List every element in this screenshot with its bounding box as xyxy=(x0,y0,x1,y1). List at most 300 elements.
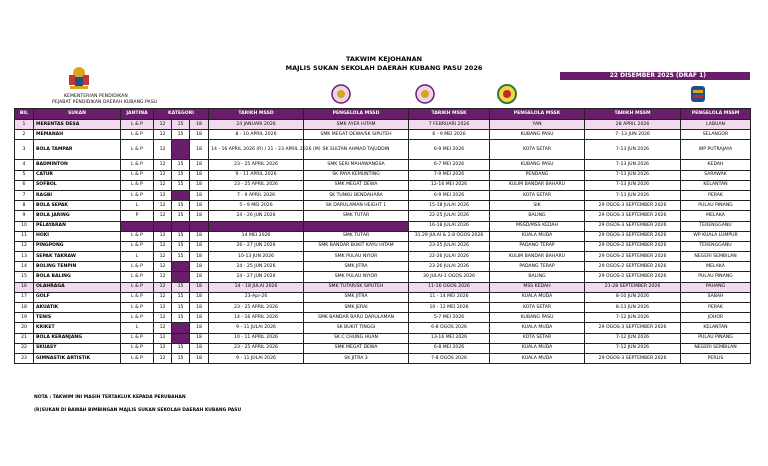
cell-sukan: PELAYARAN xyxy=(34,221,121,231)
cell-jantina: L & P xyxy=(121,241,154,251)
cell-tarikh-mssm: 29 OGOS-3 SEPTEMBER 2026 xyxy=(585,231,681,241)
cell-sukan: BOLA SEPAK xyxy=(34,201,121,211)
cell-sukan: BOLA TAMPAR xyxy=(34,140,121,160)
cell-k2: 15 xyxy=(172,211,190,221)
cell-k2: 15 xyxy=(172,130,190,140)
schedule-table xyxy=(14,108,751,364)
cell-k1: 12 xyxy=(154,272,172,282)
cell-tarikh-mssm: 29 OGOS-2 SEPTEMBER 2026 xyxy=(585,272,681,282)
cell-pengelola-mssd: SK BUKIT TINGGI xyxy=(304,323,409,333)
cell-bil: 21 xyxy=(15,333,34,343)
table-row xyxy=(15,323,751,333)
col-pengelola-mssd: PENGELOLA MSSD xyxy=(304,109,409,120)
cell-k1 xyxy=(154,221,172,231)
cell-pengelola-mssk: BALING xyxy=(490,211,585,221)
cell-tarikh-mssm: 29 OGOS-3 SEPTEMBER 2026 xyxy=(585,221,681,231)
note-text: NOTA : TAKWIM INI MASIH TERTAKLUK KEPADA PERUBAHAN xyxy=(34,395,186,400)
mssd-emblem-icon xyxy=(331,84,351,104)
cell-bil: 19 xyxy=(15,313,34,323)
cell-tarikh-mssk: 13-16 MEI 2026 xyxy=(409,333,490,343)
cell-k3: 18 xyxy=(190,282,209,292)
cell-pengelola-mssk: KUBANG PASU xyxy=(490,160,585,170)
cell-k2 xyxy=(172,323,190,333)
cell-pengelola-mssm: MELAKA xyxy=(681,211,751,221)
cell-k1: 12 xyxy=(154,343,172,353)
cell-k2: 15 xyxy=(172,313,190,323)
cell-jantina: L xyxy=(121,252,154,262)
table-row xyxy=(15,343,751,353)
cell-pengelola-mssd: SMK MEGAT DEWA/SK SIPUTEH xyxy=(304,130,409,140)
cell-pengelola-mssk: KUBANG PASU xyxy=(490,313,585,323)
cell-pengelola-mssk: YAN xyxy=(490,120,585,130)
note-guidance: (R)SUKAN DI BAWAH BIMBINGAN MAJLIS SUKAN SEKOLAH DAERAH KUBANG PASU xyxy=(34,408,242,413)
cell-tarikh-mssk: 15-18 JULAI 2026 xyxy=(409,201,490,211)
cell-tarikh-mssd: 14 - 16 APRIL 2026 (R) / 21 - 23 APRIL 2026 (M) xyxy=(209,140,304,160)
cell-tarikh-mssd: 9 - 11 JULAI 2026 xyxy=(209,323,304,333)
cell-tarikh-mssk: 30 JULAI-1 OGOS 2026 xyxy=(409,272,490,282)
cell-k3: 18 xyxy=(190,241,209,251)
cell-pengelola-mssk: BALING xyxy=(490,272,585,282)
cell-k1: 12 xyxy=(154,323,172,333)
cell-pengelola-mssd: SMK PULAU NYIOR xyxy=(304,272,409,282)
cell-k1: 12 xyxy=(154,333,172,343)
cell-tarikh-mssd: 26 - 27 JUN 2026 xyxy=(209,241,304,251)
kedah-emblem-icon xyxy=(497,84,517,104)
cell-pengelola-mssd: SMK AYER HITAM xyxy=(304,120,409,130)
cell-k2: 15 xyxy=(172,180,190,190)
cell-bil: 11 xyxy=(15,231,34,241)
cell-k2: 15 xyxy=(172,231,190,241)
cell-pengelola-mssd: SMK JITRA xyxy=(304,262,409,272)
cell-pengelola-mssm: JOHOR xyxy=(681,313,751,323)
cell-pengelola-mssk: KOTA SETAR xyxy=(490,333,585,343)
cell-pengelola-mssd: SMK MEGAT DEWA xyxy=(304,180,409,190)
cell-k1: 12 xyxy=(154,201,172,211)
cell-bil: 18 xyxy=(15,303,34,313)
cell-bil: 10 xyxy=(15,221,34,231)
col-pengelola-mssk: PENGELOLA MSSK xyxy=(490,109,585,120)
cell-pengelola-mssk: SIK xyxy=(490,201,585,211)
col-sukan: SUKAN xyxy=(34,109,121,120)
cell-tarikh-mssk: 6-8 OGOS 2026 xyxy=(409,323,490,333)
cell-jantina: L & P xyxy=(121,282,154,292)
cell-jantina: L & P xyxy=(121,231,154,241)
table-row xyxy=(15,333,751,343)
cell-k1: 12 xyxy=(154,160,172,170)
cell-tarikh-mssk: 6-9 MEI 2026 xyxy=(409,190,490,200)
cell-tarikh-mssd xyxy=(209,221,304,231)
cell-pengelola-mssd: SMK TUTAR xyxy=(304,211,409,221)
cell-k1: 12 xyxy=(154,252,172,262)
table-row xyxy=(15,180,751,190)
table-row xyxy=(15,160,751,170)
cell-pengelola-mssm: SELANGOR xyxy=(681,130,751,140)
cell-jantina: L & P xyxy=(121,180,154,190)
table-row xyxy=(15,252,751,262)
mssm-emblem-icon xyxy=(688,84,708,104)
table-row xyxy=(15,313,751,323)
cell-bil: 8 xyxy=(15,201,34,211)
table-row xyxy=(15,272,751,282)
cell-sukan: GOLF xyxy=(34,292,121,302)
cell-tarikh-mssd: 24 JANUARI 2026 xyxy=(209,120,304,130)
cell-pengelola-mssd: SMK PULAU NYIOR xyxy=(304,252,409,262)
cell-jantina xyxy=(121,221,154,231)
cell-pengelola-mssm: PERLIS xyxy=(681,353,751,363)
cell-pengelola-mssk: PENDANG xyxy=(490,170,585,180)
cell-k3: 18 xyxy=(190,211,209,221)
cell-pengelola-mssm: PULAU PINANG xyxy=(681,201,751,211)
cell-k1: 12 xyxy=(154,231,172,241)
cell-k2: 15 xyxy=(172,201,190,211)
cell-bil: 14 xyxy=(15,262,34,272)
cell-k1: 12 xyxy=(154,170,172,180)
cell-k3: 18 xyxy=(190,272,209,282)
cell-pengelola-mssm: TERENGGANU xyxy=(681,221,751,231)
cell-pengelola-mssk: MSSD/MSS KEDAH xyxy=(490,221,585,231)
cell-pengelola-mssm: LABUAN xyxy=(681,120,751,130)
cell-pengelola-mssd: SK TUNKU BENDAHARA xyxy=(304,190,409,200)
cell-tarikh-mssd: 14 - 18 JULAI 2026 xyxy=(209,282,304,292)
cell-tarikh-mssk: 11 - 14 MEI 2026 xyxy=(409,292,490,302)
cell-pengelola-mssk: KUALA MUDA xyxy=(490,343,585,353)
cell-k1: 12 xyxy=(154,190,172,200)
cell-k2: 15 xyxy=(172,353,190,363)
cell-pengelola-mssm: NEGERI SEMBILAN xyxy=(681,252,751,262)
cell-tarikh-mssd: 24 - 27 JUN 2026 xyxy=(209,272,304,282)
cell-bil: 23 xyxy=(15,353,34,363)
cell-k3: 18 xyxy=(190,333,209,343)
cell-pengelola-mssm: WP KUALA LUMPUR xyxy=(681,231,751,241)
cell-k1: 12 xyxy=(154,303,172,313)
cell-jantina: L & P xyxy=(121,292,154,302)
cell-tarikh-mssm: 7-12 JUN 2026 xyxy=(585,313,681,323)
cell-tarikh-mssk: 23-25 JULAI 2026 xyxy=(409,241,490,251)
cell-k3: 18 xyxy=(190,130,209,140)
cell-k2 xyxy=(172,190,190,200)
cell-pengelola-mssd: SK C CHUNG HUAN xyxy=(304,333,409,343)
cell-sukan: BOLA BALING xyxy=(34,272,121,282)
cell-jantina: P xyxy=(121,211,154,221)
cell-sukan: KRIKET xyxy=(34,323,121,333)
cell-pengelola-mssk: MSS KEDAH xyxy=(490,282,585,292)
cell-tarikh-mssd: 9 - 11 JULAI 2026 xyxy=(209,353,304,363)
cell-pengelola-mssm: PULAU PINANG xyxy=(681,272,751,282)
cell-k3: 18 xyxy=(190,252,209,262)
cell-k3: 18 xyxy=(190,120,209,130)
cell-sukan: BOLA JARING xyxy=(34,211,121,221)
cell-pengelola-mssk: KUALA MUDA xyxy=(490,323,585,333)
table-row xyxy=(15,211,751,221)
cell-k1: 12 xyxy=(154,262,172,272)
col-jantina: JANTINA xyxy=(121,109,154,120)
cell-tarikh-mssd: 7 - 9 APRIL 2026 xyxy=(209,190,304,200)
cell-k3: 18 xyxy=(190,201,209,211)
cell-k2: 15 xyxy=(172,241,190,251)
cell-tarikh-mssd: 10-13 JUN 2026 xyxy=(209,252,304,262)
cell-k3 xyxy=(190,221,209,231)
cell-k2: 15 xyxy=(172,282,190,292)
cell-tarikh-mssd: 23 - 25 APRIL 2026 xyxy=(209,180,304,190)
cell-tarikh-mssd: 5 - 9 MEI 2026 xyxy=(209,201,304,211)
cell-tarikh-mssd: 24 - 25 JUN 2026 xyxy=(209,262,304,272)
cell-k2 xyxy=(172,272,190,282)
cell-pengelola-mssd: SMK JERAI xyxy=(304,303,409,313)
cell-bil: 5 xyxy=(15,170,34,180)
cell-jantina: L & P xyxy=(121,262,154,272)
cell-pengelola-mssd: SMK TUTAR/SK SIPUTEH xyxy=(304,282,409,292)
table-row xyxy=(15,282,751,292)
cell-k3: 18 xyxy=(190,160,209,170)
cell-pengelola-mssk: KUALA MUDA xyxy=(490,231,585,241)
cell-pengelola-mssk: KOTA SETAR xyxy=(490,303,585,313)
cell-pengelola-mssk: KOTA SETAR xyxy=(490,190,585,200)
cell-jantina: L & P xyxy=(121,272,154,282)
cell-k3: 18 xyxy=(190,323,209,333)
cell-tarikh-mssm: 7-12 JUN 2026 xyxy=(585,333,681,343)
cell-k1: 12 xyxy=(154,140,172,160)
cell-tarikh-mssk: 10 - 12 MEI 2026 xyxy=(409,303,490,313)
page-subtitle: MAJLIS SUKAN SEKOLAH DAERAH KUBANG PASU 2026 xyxy=(285,64,483,72)
cell-k3: 18 xyxy=(190,180,209,190)
cell-k1: 12 xyxy=(154,130,172,140)
cell-sukan: PINGPONG xyxy=(34,241,121,251)
cell-bil: 22 xyxy=(15,343,34,353)
cell-jantina: L & P xyxy=(121,170,154,180)
cell-tarikh-mssm: 7-13 JUN 2026 xyxy=(585,190,681,200)
cell-k3: 18 xyxy=(190,303,209,313)
page-title: TAKWIM KEJOHANAN xyxy=(345,55,423,63)
cell-jantina: L & P xyxy=(121,120,154,130)
cell-tarikh-mssd: 10 - 11 APRIL 2026 xyxy=(209,333,304,343)
cell-pengelola-mssm: PAHANG xyxy=(681,282,751,292)
cell-jantina: L & P xyxy=(121,333,154,343)
col-tarikh-mssd: TARIKH MSSD xyxy=(209,109,304,120)
cell-pengelola-mssd: SK SULTAN AHMAD TAJUDDIN xyxy=(304,140,409,160)
cell-k3: 18 xyxy=(190,231,209,241)
cell-tarikh-mssk: 12-16 MEI 2026 xyxy=(409,180,490,190)
cell-jantina: L xyxy=(121,323,154,333)
cell-sukan: MEMANAH xyxy=(34,130,121,140)
cell-tarikh-mssk: 16-18 JULAI 2026 xyxy=(409,221,490,231)
col-pengelola-mssm: PENGELOLA MSSM xyxy=(681,109,751,120)
cell-k1: 12 xyxy=(154,211,172,221)
cell-tarikh-mssk: 22-25 JULAI 2026 xyxy=(409,211,490,221)
cell-tarikh-mssk: 6-7 MEI 2026 xyxy=(409,160,490,170)
cell-sukan: CATUR xyxy=(34,170,121,180)
cell-tarikh-mssk: 31.29 JULAI & 2.8 OGOS 2026 xyxy=(409,231,490,241)
cell-tarikh-mssk: 7-9 MEI 2026 xyxy=(409,170,490,180)
cell-tarikh-mssd: 23 - 25 APRIL 2026 xyxy=(209,303,304,313)
cell-k3: 18 xyxy=(190,343,209,353)
cell-k1: 12 xyxy=(154,120,172,130)
cell-pengelola-mssk: KUALA MUDA xyxy=(490,292,585,302)
cell-pengelola-mssm: WP PUTRAJAYA xyxy=(681,140,751,160)
cell-tarikh-mssk: 7 FEBRUARI 2026 xyxy=(409,120,490,130)
cell-sukan: GIMNASTIK ARTISTIK xyxy=(34,353,121,363)
cell-pengelola-mssk: KUBANG PASU xyxy=(490,130,585,140)
cell-k2 xyxy=(172,140,190,160)
cell-sukan: OLAHRAGA xyxy=(34,282,121,292)
cell-tarikh-mssk: 23-26 JULAI 2026 xyxy=(409,262,490,272)
cell-bil: 13 xyxy=(15,252,34,262)
cell-tarikh-mssk: 22-26 JULAI 2026 xyxy=(409,252,490,262)
table-row xyxy=(15,190,751,200)
cell-pengelola-mssm: MELAKA xyxy=(681,262,751,272)
ministry-line2: PEJABAT PENDIDIKAN DAERAH KUBANG PASU xyxy=(52,100,158,105)
cell-k2: 15 xyxy=(172,120,190,130)
cell-k2: 15 xyxy=(172,252,190,262)
cell-tarikh-mssm: 7-13 JUN 2026 xyxy=(585,170,681,180)
cell-k3: 18 xyxy=(190,313,209,323)
cell-tarikh-mssm: 8-13 JUN 2026 xyxy=(585,303,681,313)
cell-tarikh-mssm: 29 OGOS-3 SEPTEMBER 2026 xyxy=(585,201,681,211)
cell-tarikh-mssm: 29 OGOS-3 SEPTEMBER 2026 xyxy=(585,323,681,333)
cell-pengelola-mssk: KULIM BANDAR BAHARU xyxy=(490,252,585,262)
cell-pengelola-mssd: SMK TUTAR xyxy=(304,231,409,241)
cell-tarikh-mssd: 14 - 16 APRIL 2026 xyxy=(209,313,304,323)
cell-tarikh-mssd: 9 - 11 APRIL 2026 xyxy=(209,170,304,180)
table-row xyxy=(15,303,751,313)
cell-tarikh-mssk: 6-9 MEI 2026 xyxy=(409,140,490,160)
cell-tarikh-mssm: 8-10 JUN 2026 xyxy=(585,292,681,302)
cell-pengelola-mssd xyxy=(304,221,409,231)
table-row xyxy=(15,201,751,211)
cell-tarikh-mssk: 6 - 9 MEI 2026 xyxy=(409,130,490,140)
cell-tarikh-mssd: 23 - 25 APRIL 2026 xyxy=(209,160,304,170)
cell-jantina: L & P xyxy=(121,343,154,353)
cell-jantina: L & P xyxy=(121,313,154,323)
cell-tarikh-mssm: 7- 13 JUN 2026 xyxy=(585,130,681,140)
cell-k2: 15 xyxy=(172,160,190,170)
cell-k2 xyxy=(172,262,190,272)
cell-k1: 12 xyxy=(154,282,172,292)
cell-sukan: AKUATIK xyxy=(34,303,121,313)
cell-tarikh-mssm: 7-12 JUN 2026 xyxy=(585,343,681,353)
cell-bil: 1 xyxy=(15,120,34,130)
cell-tarikh-mssm: 7-13 JUN 2026 xyxy=(585,180,681,190)
cell-pengelola-mssd: SMK JITRA xyxy=(304,292,409,302)
cell-k3: 18 xyxy=(190,292,209,302)
cell-tarikh-mssk: 11-16 OGOS 2026 xyxy=(409,282,490,292)
cell-pengelola-mssk: KULIM BANDAR BAHARU xyxy=(490,180,585,190)
table-row xyxy=(15,241,751,251)
cell-k1: 12 xyxy=(154,180,172,190)
cell-pengelola-mssd: SMK BANDAR BARU DARULAMAN xyxy=(304,313,409,323)
cell-tarikh-mssm: 29 OGOS-2 SEPTEMBER 2026 xyxy=(585,252,681,262)
cell-pengelola-mssd: SMK MEGAT DEWA xyxy=(304,343,409,353)
cell-pengelola-mssk: PADANG TERAP xyxy=(490,262,585,272)
cell-k3: 18 xyxy=(190,353,209,363)
cell-pengelola-mssm: SABAH xyxy=(681,292,751,302)
draft-date-bar: 22 DISEMBER 2025 (DRAF 1) xyxy=(560,72,750,80)
table-row xyxy=(15,140,751,160)
cell-pengelola-mssm: TERENGGANU xyxy=(681,241,751,251)
table-row xyxy=(15,221,751,231)
cell-bil: 20 xyxy=(15,323,34,333)
cell-bil: 7 xyxy=(15,190,34,200)
cell-tarikh-mssd: 23-Apr-26 xyxy=(209,292,304,302)
cell-tarikh-mssm: 7-13 JUN 2026 xyxy=(585,160,681,170)
cell-sukan: SKUASY xyxy=(34,343,121,353)
cell-pengelola-mssd: SMK BANDAR BUKIT KAYU HITAM xyxy=(304,241,409,251)
cell-k1: 12 xyxy=(154,292,172,302)
cell-bil: 3 xyxy=(15,140,34,160)
cell-tarikh-mssm: 29 OGOS-3 SEPTEMBER 2026 xyxy=(585,353,681,363)
cell-tarikh-mssm: 29 OGOS-3 SEPTEMBER 2026 xyxy=(585,211,681,221)
cell-tarikh-mssm: 29 OGOS-2 SEPTEMBER 2026 xyxy=(585,262,681,272)
cell-bil: 9 xyxy=(15,211,34,221)
cell-k2: 15 xyxy=(172,303,190,313)
cell-k3: 18 xyxy=(190,262,209,272)
cell-jantina: L xyxy=(121,201,154,211)
cell-sukan: BOLING TENPIN xyxy=(34,262,121,272)
cell-sukan: HOKI xyxy=(34,231,121,241)
cell-k3: 18 xyxy=(190,140,209,160)
table-header-row xyxy=(15,109,751,120)
col-bil: BIL xyxy=(15,109,34,120)
cell-bil: 6 xyxy=(15,180,34,190)
cell-pengelola-mssm: SARAWAK xyxy=(681,170,751,180)
cell-pengelola-mssd: SMK SERI MAHAWANGSA xyxy=(304,160,409,170)
cell-k3: 18 xyxy=(190,190,209,200)
cell-k2 xyxy=(172,221,190,231)
cell-k1: 12 xyxy=(154,353,172,363)
cell-tarikh-mssk: 7-8 OGOS 2026 xyxy=(409,353,490,363)
col-tarikh-mssk: TARIKH MSSK xyxy=(409,109,490,120)
cell-pengelola-mssm: PERAK xyxy=(681,303,751,313)
cell-k2: 15 xyxy=(172,343,190,353)
cell-tarikh-mssd: 24 - 26 JUN 2026 xyxy=(209,211,304,221)
cell-pengelola-mssm: PULAU PINANG xyxy=(681,333,751,343)
cell-sukan: RAGBI xyxy=(34,190,121,200)
cell-pengelola-mssk: KUALA MUDA xyxy=(490,353,585,363)
cell-pengelola-mssm: PERAK xyxy=(681,190,751,200)
mssk-emblem-icon xyxy=(415,84,435,104)
ministry-name xyxy=(52,94,157,106)
cell-sukan: BOLA KERANJANG xyxy=(34,333,121,343)
cell-bil: 12 xyxy=(15,241,34,251)
cell-k2: 15 xyxy=(172,170,190,180)
cell-tarikh-mssk: 5-7 MEI 2026 xyxy=(409,313,490,323)
cell-bil: 2 xyxy=(15,130,34,140)
ministry-line1: KEMENTERIAN PENDIDIKAN xyxy=(64,94,128,99)
cell-tarikh-mssd: 8 - 10 APRIL 2026 xyxy=(209,130,304,140)
cell-tarikh-mssm: 21-28 SEPTEMBER 2026 xyxy=(585,282,681,292)
col-kategori: KATEGORI xyxy=(154,109,209,120)
cell-k3: 18 xyxy=(190,170,209,180)
cell-k2 xyxy=(172,333,190,343)
table-row xyxy=(15,231,751,241)
cell-tarikh-mssm: 7-13 JUN 2026 xyxy=(585,140,681,160)
cell-pengelola-mssm: NEGERI SEMBILAN xyxy=(681,343,751,353)
table-row xyxy=(15,292,751,302)
cell-k2: 15 xyxy=(172,292,190,302)
cell-jantina: L & P xyxy=(121,190,154,200)
cell-jantina: L & P xyxy=(121,353,154,363)
cell-sukan: SOFBOL xyxy=(34,180,121,190)
cell-pengelola-mssd: SK DARULAMAN HEIGHT 1 xyxy=(304,201,409,211)
col-tarikh-mssm: TARIKH MSSM xyxy=(585,109,681,120)
cell-pengelola-mssd: SK JITRA 3 xyxy=(304,353,409,363)
cell-sukan: SEPAK TAKRAW xyxy=(34,252,121,262)
cell-pengelola-mssm: KELANTAN xyxy=(681,180,751,190)
cell-tarikh-mssm: 29 OGOS-2 SEPTEMBER 2026 xyxy=(585,241,681,251)
cell-sukan: MERENTAS DESA xyxy=(34,120,121,130)
cell-k1: 12 xyxy=(154,313,172,323)
table-row xyxy=(15,262,751,272)
cell-tarikh-mssm: 28 APRIL 2026 xyxy=(585,120,681,130)
